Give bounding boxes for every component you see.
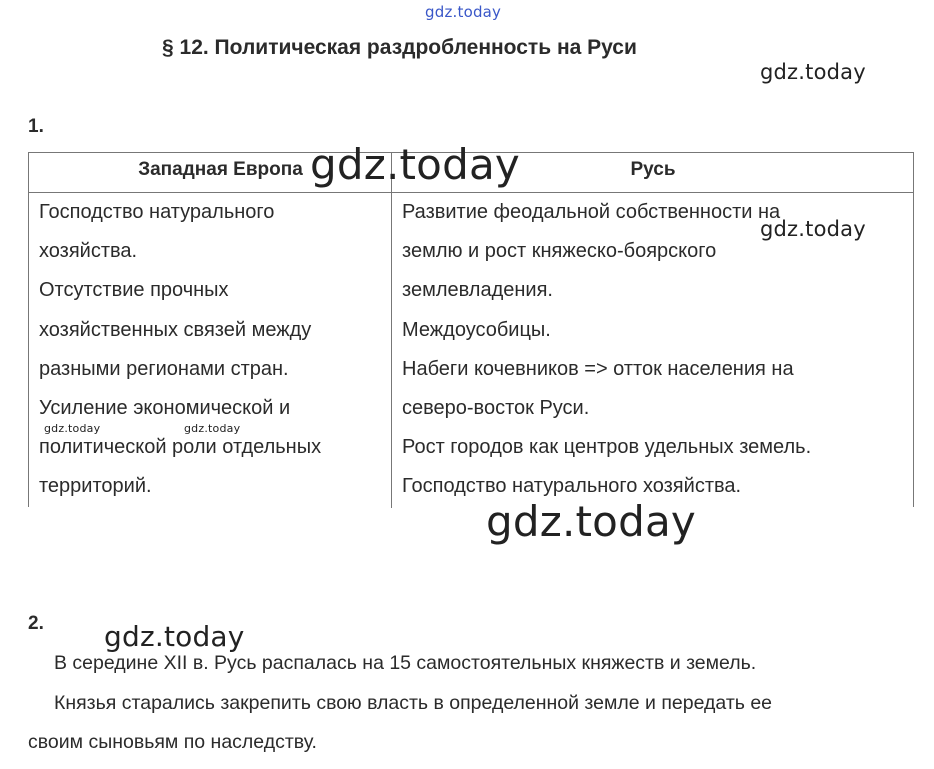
answer-paragraph-line: своим сыновьям по наследству. bbox=[28, 731, 317, 753]
task-number: 1. bbox=[28, 116, 44, 137]
column-divider bbox=[391, 153, 392, 508]
watermark: gdz.today bbox=[760, 60, 866, 84]
table-column-western-europe bbox=[39, 193, 384, 507]
table-cell-line: политической роли отдельных bbox=[39, 436, 322, 459]
answer-paragraph-line: В середине XII в. Русь распалась на 15 самостоятельных княжеств и земель. bbox=[54, 652, 757, 674]
table-cell-line: хозяйства. bbox=[39, 240, 138, 263]
watermark: gdz.today bbox=[310, 140, 520, 189]
table-cell-line: разными регионами стран. bbox=[39, 357, 289, 380]
table-header-western-europe: Западная Европа bbox=[29, 153, 392, 193]
table-cell-line: Усиление экономической и bbox=[39, 397, 291, 420]
table-cell-line: Междоусобицы. bbox=[402, 318, 551, 341]
table-cell-line: Развитие феодальной собственности на bbox=[402, 201, 781, 223]
answer-paragraph-line: Князья старались закрепить свою власть в определенной земле и передать ее bbox=[54, 692, 773, 714]
comparison-table bbox=[28, 152, 914, 507]
watermark: gdz.today bbox=[104, 620, 245, 653]
watermark: gdz.today bbox=[425, 3, 502, 21]
page-title: § 12. Политическая раздробленность на Руси bbox=[162, 36, 637, 59]
table-cell-line: землевладения. bbox=[402, 279, 553, 302]
table-header-rus: Русь bbox=[392, 153, 914, 193]
watermark: gdz.today bbox=[184, 422, 241, 435]
table-cell-line: Господство натурального bbox=[39, 201, 275, 223]
watermark: gdz.today bbox=[760, 217, 866, 241]
watermark: gdz.today bbox=[486, 497, 696, 546]
watermark: gdz.today bbox=[44, 422, 101, 435]
table-cell-line: Господство натурального хозяйства. bbox=[402, 475, 742, 498]
table-cell-line: северо-восток Руси. bbox=[402, 397, 590, 420]
task-number: 2. bbox=[28, 613, 44, 634]
table-cell-line: Отсутствие прочных bbox=[39, 279, 229, 302]
table-cell-line: Набеги кочевников => отток населения на bbox=[402, 357, 794, 380]
table-cell-line: Рост городов как центров удельных земель. bbox=[402, 436, 812, 459]
table-cell-line: хозяйственных связей между bbox=[39, 318, 312, 341]
table-cell-line: землю и рост княжеско-боярского bbox=[402, 240, 717, 263]
table-cell-line: территорий. bbox=[39, 475, 152, 498]
